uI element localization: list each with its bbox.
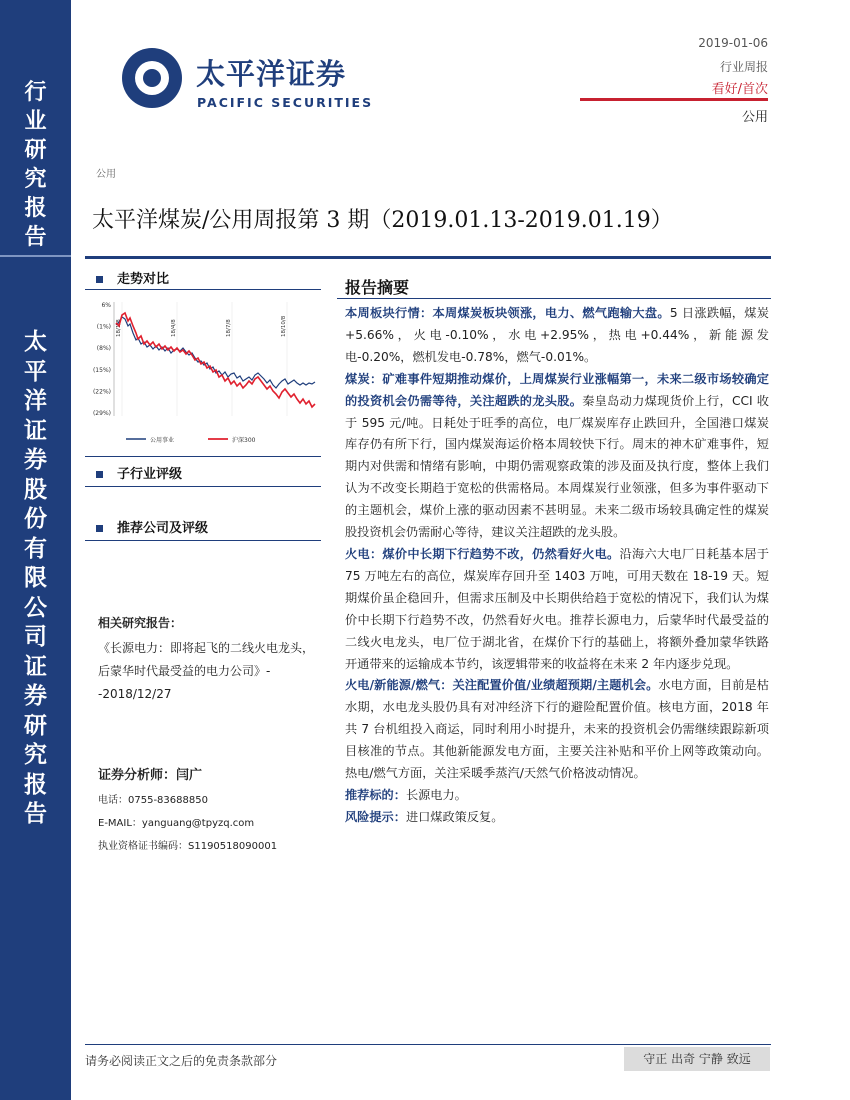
footer-motto: 守正 出奇 宁静 致远 [624, 1047, 770, 1071]
analyst-cert: 执业资格证书编码：S1190518090001 [98, 841, 278, 852]
x-tick-label: 18/1/8 [116, 319, 122, 337]
page-title: 太平洋煤炭/公用周报第 3 期（2019.01.13-2019.01.19） [92, 208, 673, 233]
footer-rule [85, 1044, 771, 1045]
sidebar-divider [0, 255, 71, 257]
title-rule [85, 256, 771, 259]
summary-paragraph: 煤炭：矿难事件短期推动煤价，上周煤炭行业涨幅第一，未来二级市场较确定的投资机会仍需等待，关注超跌的龙头股。秦皇岛动力煤现货价上行，CCI 收于 595 元/吨。日耗处于旺季的高位，电厂煤炭库存止跌回升，全国港口煤炭库存仍有所下行，国内煤炭海运价格本周较快下行。周末的神木矿难事件，短期内对供需和情绪有影响，中期仍需观察政策的涉及面及执行度，整体上我们认为不改变长期趋于宽松的供需格局。本周煤炭行业领涨，但多为事件驱动下的主题机会，煤价上涨的驱动因素不甚明显。未来二级市场较具确定性的煤炭股投资机会仍需耐心等待，建议关注超跌的龙头股。 [345, 371, 769, 540]
related-heading: 相关研究报告： [98, 616, 183, 630]
legend-label-hs300: 沪深300 [232, 437, 256, 444]
sector-tag: 公用 [96, 169, 116, 180]
summary-body [345, 303, 769, 829]
legend-label-utilities: 公用事业 [150, 437, 175, 444]
rec-rule [85, 540, 321, 541]
x-tick-label: 18/4/8 [171, 319, 177, 337]
footer-disclaimer: 请务必阅读正文之后的免责条款部分 [85, 1054, 278, 1068]
y-tick-label: (8%) [96, 345, 111, 353]
sub-rating-rule [85, 486, 321, 487]
logo-name-cn: 太平洋证券 [196, 57, 347, 91]
sidebar-top-label: 行 业 研 究 报 告 [24, 79, 47, 250]
trend-heading: 走势对比 [96, 268, 169, 287]
logo-name-en: PACIFIC SECURITIES [197, 95, 374, 110]
sidebar-bottom-label: 太 平 洋 证 券 股 份 有 限 公 司 证 券 研 究 报 告 [24, 328, 47, 827]
rating: 看好/首次 [711, 82, 768, 97]
sub-rating-heading: 子行业评级 [96, 463, 182, 482]
chart-bottom-rule [85, 456, 321, 457]
related-reports [98, 612, 320, 706]
report-date: 2019-01-06 [698, 36, 768, 50]
summary-rule [337, 298, 771, 299]
sector: 公用 [741, 110, 768, 125]
y-axis-ticks [93, 302, 111, 417]
analyst-phone: 电话：0755-83688850 [98, 795, 208, 806]
y-tick-label: 6% [101, 302, 111, 309]
analyst-email[interactable]: E-MAIL：yanguang@tpyzq.com [98, 818, 255, 829]
trend-rule [85, 289, 321, 290]
y-tick-label: (15%) [92, 366, 111, 374]
header-red-rule [580, 98, 768, 101]
y-tick-label: (1%) [96, 323, 111, 331]
summary-paragraph: 火电：煤价中长期下行趋势不改，仍然看好火电。沿海六大电厂日耗基本居于 75 万吨左右的高位，煤炭库存回升至 1403 万吨，可用天数在 18-19 天。短期煤价虽企稳回升，但需求压制及中长期供给趋于宽松的情况下，我们认为煤价中长期下行趋势不改，仍然看好火电。推荐长源电力，后蒙华时代最受益的二线火电龙头，电厂位于湖北省，在煤价下行的基础上，将额外叠加蒙华铁路开通带来的运输成本节约，该逻辑带来的收益将在未来 2 年内逐步兑现。 [345, 546, 770, 671]
related-report-link[interactable]: 《长源电力：即将起飞的二线火电龙头，后蒙华时代最受益的电力公司》--2018/12/27 [98, 641, 315, 701]
y-tick-label: (22%) [92, 388, 111, 396]
sidebar [0, 0, 71, 1100]
x-axis-ticks [116, 302, 287, 416]
x-tick-label: 18/10/8 [281, 315, 287, 337]
summary-paragraph: 火电/新能源/燃气：关注配置价值/业绩超预期/主题机会。水电方面，目前是枯水期，水电龙头股仍具有对冲经济下行的避险配置价值。核电方面，2018 年共 7 台机组投入商运，同时利用小时提升，未来的投资机会仍需继续跟踪新项目核准的节点。其他新能源发电方面，主要关注补贴和平价上网等政策动向。热电/燃气方面，关注采暖季蒸汽/天然气价格波动情况。 [345, 678, 769, 781]
logo-icon [90, 18, 200, 138]
analyst-info [98, 764, 328, 858]
rec-heading: 推荐公司及评级 [96, 517, 208, 536]
report-type: 行业周报 [719, 60, 768, 74]
y-tick-label: (29%) [92, 410, 111, 417]
analyst-name: 证券分析师：闫广 [98, 768, 203, 783]
summary-heading: 报告摘要 [345, 278, 410, 297]
summary-paragraph: 本周板块行情：本周煤炭板块领涨，电力、燃气跑输大盘。5 日涨跌幅，煤炭+5.66%，火电-0.10%，水电+2.95%，热电+0.44%，新能源发电-0.20%，燃机发电-0.78%，燃气-0.01%。 [345, 306, 769, 364]
x-tick-label: 18/7/8 [226, 319, 232, 337]
trend-chart [88, 295, 320, 455]
summary-paragraph: 推荐标的：长源电力。 [345, 787, 467, 802]
summary-paragraph: 风险提示：进口煤政策反复。 [345, 809, 504, 824]
